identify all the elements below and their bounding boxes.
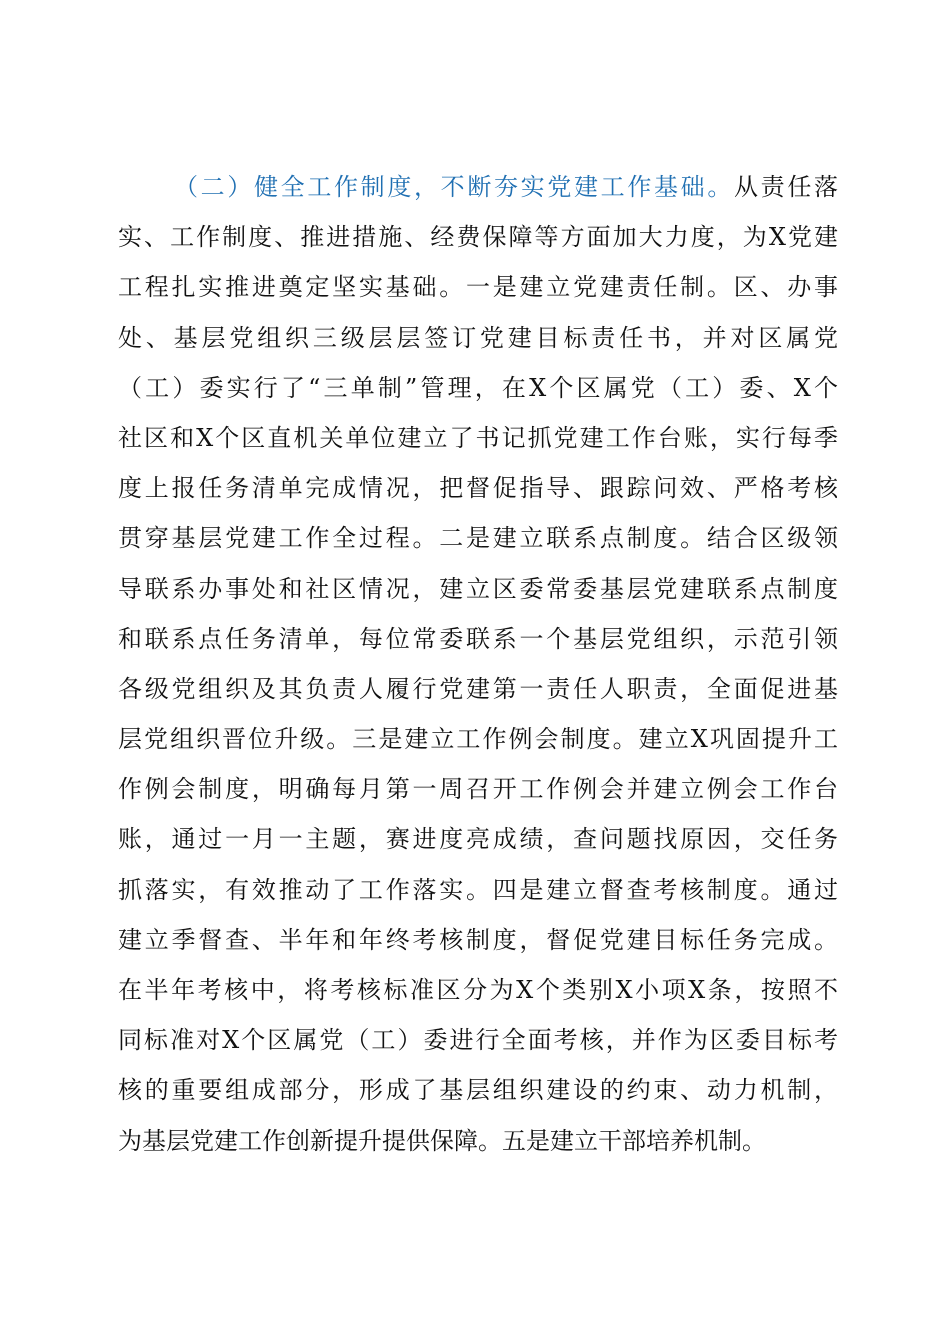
body-paragraph <box>118 162 838 1166</box>
line-text: 从责任落 <box>734 173 838 201</box>
paragraph-line-3: 工程扎实推进奠定坚实基础。一是建立党建责任制。区、办事 <box>118 273 838 302</box>
paragraph-line-11: 各级党组织及其负责人履行党建第一责任人职责，全面促进基 <box>118 674 838 703</box>
paragraph-line-15: 抓落实，有效推动了工作落实。四是建立督查考核制度。通过 <box>118 875 838 904</box>
paragraph-line-6: 社区和X个区直机关单位建立了书记抓党建工作台账，实行每季 <box>118 423 838 452</box>
paragraph-line-9: 导联系办事处和社区情况，建立区委常委基层党建联系点制度 <box>118 574 838 603</box>
paragraph-line-17: 在半年考核中，将考核标准区分为X个类别X小项X条，按照不 <box>118 976 838 1004</box>
paragraph-line-13: 作例会制度，明确每月第一周召开工作例会并建立例会工作台 <box>118 775 838 804</box>
paragraph-line-7: 度上报任务清单完成情况，把督促指导、跟踪问效、严格考核 <box>118 474 838 503</box>
paragraph-line-16: 建立季督查、半年和年终考核制度，督促党建目标任务完成。 <box>118 925 838 954</box>
paragraph-line-19: 核的重要组成部分，形成了基层组织建设的约束、动力机制， <box>118 1076 838 1105</box>
paragraph-line-10: 和联系点任务清单，每位常委联系一个基层党组织，示范引领 <box>118 624 838 653</box>
paragraph-line-20: 为基层党建工作创新提升提供保障。五是建立干部培养机制。 <box>118 1126 766 1155</box>
paragraph-line-18: 同标准对X个区属党（工）委进行全面考核，并作为区委目标考 <box>118 1026 838 1055</box>
section-heading: （二）健全工作制度，不断夯实党建工作基础。 <box>174 173 734 201</box>
paragraph-line-2: 实、工作制度、推进措施、经费保障等方面加大力度，为X党建 <box>118 223 838 252</box>
paragraph-line-8: 贯穿基层党建工作全过程。二是建立联系点制度。结合区级领 <box>118 524 838 553</box>
paragraph-line-14: 账，通过一月一主题，赛进度亮成绩，查问题找原因，交任务 <box>118 825 838 854</box>
paragraph-line-1 <box>118 162 838 212</box>
paragraph-line-5: （工）委实行了“三单制”管理，在X个区属党（工）委、X个 <box>118 373 838 402</box>
paragraph-line-12: 层党组织晋位升级。三是建立工作例会制度。建立X巩固提升工 <box>118 725 838 754</box>
paragraph-line-4: 处、基层党组织三级层层签订党建目标责任书，并对区属党 <box>118 323 838 352</box>
